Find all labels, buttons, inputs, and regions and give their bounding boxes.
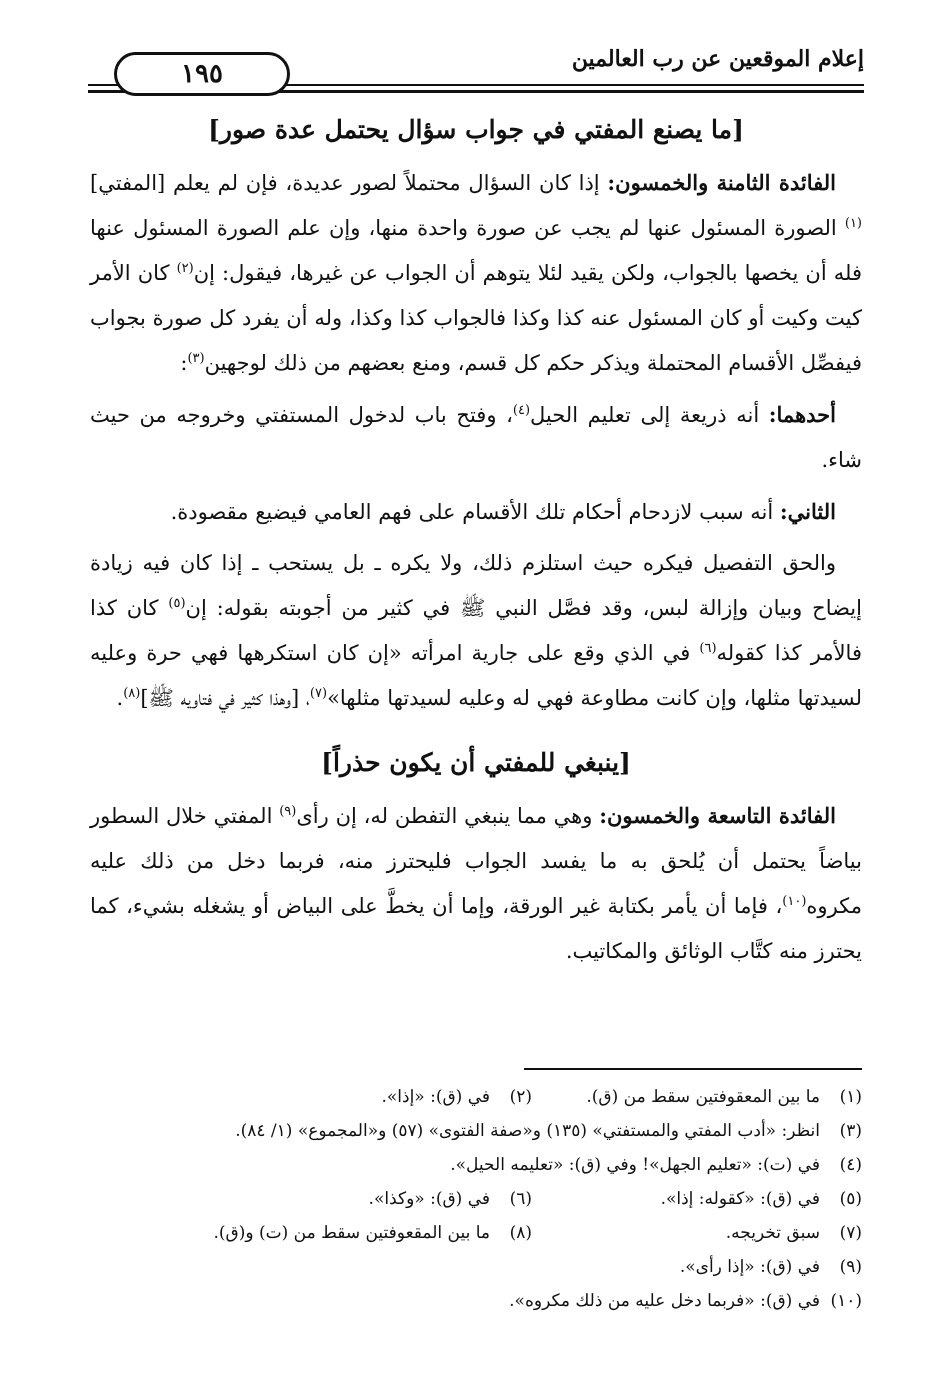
page-header	[88, 40, 864, 100]
footnote-number: (٧)	[839, 1223, 862, 1243]
footnote-text: سبق تخريجه.	[725, 1223, 820, 1243]
text-run: إذا كان السؤال محتملاً لصور عديدة، فإن لم يعلم [المفتي]	[90, 171, 608, 195]
footnote-number: (٦)	[509, 1189, 532, 1209]
text-run: :	[180, 351, 188, 375]
paragraph-lead: الفائدة التاسعة والخمسون:	[599, 803, 836, 828]
footnote-ref: (٤)	[512, 403, 531, 418]
footnote-number: (٨)	[509, 1223, 532, 1243]
paragraph	[90, 793, 862, 974]
footnote-item	[680, 1250, 862, 1284]
paragraph-lead: الفائدة الثامنة والخمسون:	[607, 170, 836, 195]
footnote-row	[90, 1114, 862, 1148]
section-title: [ما يصنع المفتي في جواب سؤال يحتمل عدة صور]	[208, 115, 744, 144]
footnote-number: (١٠)	[830, 1291, 862, 1311]
footnote-row	[90, 1250, 862, 1284]
footnote-text: في (ق): «وكذا».	[368, 1189, 490, 1209]
text-run: أنه سبب لازدحام أحكام تلك الأقسام على فهم العامي فيضيع مقصودة.	[170, 500, 780, 524]
text-run: ، وفتح باب لدخول المستفتي وخروجه من حيث شاء.	[90, 403, 862, 472]
text-run: ، [وهذا كثير في فتاويه ﷺ]	[140, 686, 310, 710]
footnote-item	[532, 1182, 862, 1216]
text-run: والحق التفصيل فيكره حيث استلزم ذلك، ولا يكره ـ بل يستحب ـ إذا كان فيه زيادة إيضاح وبيان وإزالة لبس، وقد فصَّل النبي ﷺ في كثير من أجوبته بقوله: إن	[90, 551, 862, 620]
footnote-ref: (٥)	[168, 596, 186, 611]
section-title: [ينبغي للمفتي أن يكون حذراً]	[321, 748, 631, 777]
paragraph-lead: أحدهما:	[768, 402, 836, 427]
paragraph	[90, 392, 862, 483]
footnote-ref: (٦)	[699, 641, 717, 656]
paragraph	[90, 489, 862, 535]
footnote-item	[381, 1080, 532, 1114]
footnote-text: ما بين المقعوفتين سقط من (ت) و(ق).	[213, 1223, 490, 1243]
footnote-row	[90, 1284, 862, 1318]
footnote-row	[90, 1148, 862, 1182]
footnote-text: في (ق): «كقوله: إذا».	[660, 1189, 820, 1209]
footnote-text: في (ت): «تعليم الجهل»! وفي (ق): «تعليمه الحيل».	[450, 1155, 820, 1175]
footnote-number: (٤)	[839, 1155, 862, 1175]
text-run: كان الأمر كيت وكيت أو كان المسئول عنه كذا وكذا فالجواب كذا وكذا، وله أن يفرد كل صورة بجواب فيفصِّل الأقسام المحتملة ويذكر حكم كل قسم، ومنع بعضهم من ذلك لوجهين	[90, 261, 862, 375]
footnote-ref: (١)	[844, 216, 862, 231]
running-title: إعلام الموقعين عن رب العالمين	[571, 46, 864, 72]
paragraph-lead: الثاني:	[779, 499, 836, 524]
text-run: ، فإما أن يأمر بكتابة غير الورقة، وإما أن يخطَّ على البياض أو يشغله بشيء، كما يحترز منه كتَّاب الوثائق والمكاتيب.	[90, 894, 862, 963]
footnote-number: (٣)	[839, 1121, 862, 1141]
footnote-item	[532, 1216, 862, 1250]
footnotes	[90, 1080, 862, 1318]
text-run: كان كذا فالأمر كذا كقوله	[90, 596, 862, 665]
text-run: المفتي خلال السطور بياضاً يحتمل أن يُلحق به ما يفسد الجواب فليحترز منه، فربما دخل من ذلك عليه مكروه	[90, 804, 862, 918]
footnote-number: (٩)	[839, 1257, 862, 1277]
text-run: وهي مما ينبغي التفطن له، إن رأى	[296, 804, 600, 828]
footnote-text: في (ق): «إذا».	[381, 1087, 490, 1107]
footnote-row	[90, 1080, 862, 1114]
footnote-number: (٢)	[509, 1087, 532, 1107]
footnote-item	[509, 1284, 862, 1318]
main-text	[90, 108, 862, 980]
footnote-ref: (٢)	[176, 261, 194, 276]
footnote-number: (١)	[839, 1087, 862, 1107]
text-run: .	[116, 686, 124, 710]
footnote-number: (٥)	[839, 1189, 862, 1209]
footnote-row	[90, 1182, 862, 1216]
footnote-text: في (ق): «فربما دخل عليه من ذلك مكروه».	[509, 1291, 820, 1311]
footnote-ref: (٧)	[309, 686, 328, 701]
footnote-item	[369, 1182, 532, 1216]
footnote-text: انظر: «أدب المفتي والمستفتي» (١٣٥) و«صفة الفتوى» (٥٧) و«المجموع» (١/ ٨٤).	[235, 1121, 820, 1141]
footnote-row	[90, 1216, 862, 1250]
text-run: في الذي وقع على جارية امرأته «إن كان استكرهها فهي حرة وعليه لسيدتها مثلها، وإن كانت مطاوعة فهي له وعليه لسيدتها مثلها»	[90, 641, 862, 710]
footnote-ref: (١٠)	[782, 894, 807, 909]
footnote-text: في (ق): «إذا رأى».	[679, 1257, 820, 1277]
footnote-item	[532, 1080, 862, 1114]
footnote-ref: (٩)	[279, 804, 297, 819]
footnote-ref: (٨)	[123, 686, 141, 701]
footnote-ref: (٣)	[187, 351, 205, 366]
text-run: أنه ذريعة إلى تعليم الحيل	[530, 403, 769, 427]
page-number: ١٩٥	[114, 52, 290, 96]
footnote-text: ما بين المعقوفتين سقط من (ق).	[586, 1087, 820, 1107]
footnote-item	[235, 1114, 862, 1148]
paragraph	[90, 160, 862, 386]
text-run: الصورة المسئول عنها لم يجب عن صورة واحدة منها، وإن علم الصورة المسئول عنها فله أن يخصها بالجواب، ولكن يقيد لئلا يتوهم أن الجواب عن غيرها، فيقول: إن	[90, 216, 862, 285]
paragraph	[90, 541, 862, 721]
footnote-separator	[524, 1068, 862, 1070]
footnote-item	[213, 1216, 532, 1250]
footnote-item	[450, 1148, 862, 1182]
